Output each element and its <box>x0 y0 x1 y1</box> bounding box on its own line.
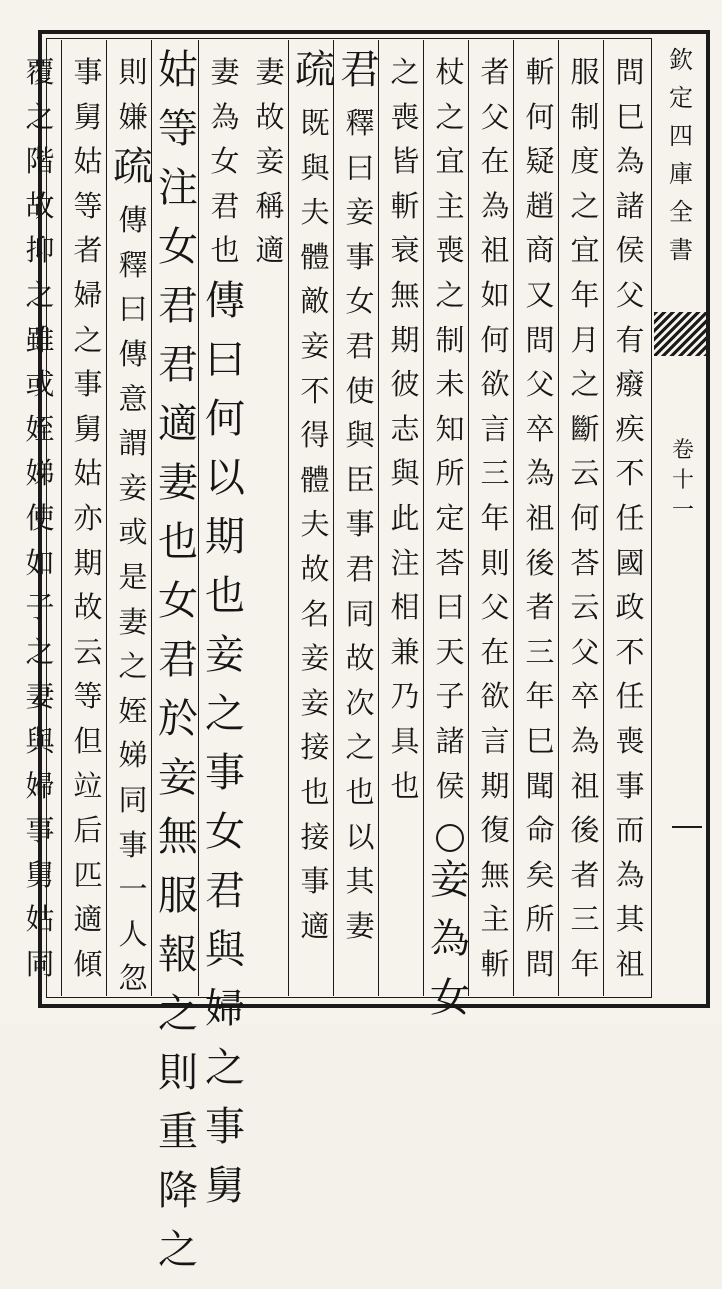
text-column <box>340 47 380 956</box>
fishtail-mark <box>654 312 706 356</box>
text-run: 傳 曰 何 以 期 也 妾 之 事 女 君 與 婦 之 事 舅 <box>205 277 245 1209</box>
annotation-circle <box>436 824 464 852</box>
text-column <box>430 55 470 1037</box>
text-run: 斬 何 疑 趙 商 又 問 父 卒 為 祖 後 者 三 年 巳 聞 命 矣 所 問 <box>525 55 555 981</box>
text-run: 傳 釋 曰 傳 意 謂 妾 或 是 妻 之 姪 娣 同 事 一 人 忽 <box>118 203 148 996</box>
text-run: 杖 之 宜 主 喪 之 制 未 知 所 定 荅 曰 天 子 諸 侯 <box>435 55 465 803</box>
text-run: 妻 為 女 君 也 <box>210 55 240 268</box>
text-column <box>565 55 605 994</box>
text-column <box>158 47 198 1289</box>
text-run: 妾 為 女 <box>430 857 470 1022</box>
text-column <box>20 55 60 994</box>
text-run: 既 與 夫 體 敵 妾 不 得 體 夫 故 名 妾 妾 接 也 接 事 適 <box>300 106 330 943</box>
text-column <box>113 55 153 1009</box>
column-rule <box>61 40 62 996</box>
text-run: 妻 故 妾 稱 適 <box>255 55 285 268</box>
text-column <box>385 55 425 816</box>
margin-tick <box>672 826 702 828</box>
margin-title: 欽 定 四 庫 全 書 <box>669 46 693 264</box>
text-run: 姑 等 注 女 君 君 適 妻 也 女 君 於 妾 無 服 報 之 則 重 降 之 <box>158 47 198 1273</box>
text-column <box>295 47 335 956</box>
text-run: 釋 曰 妾 事 女 君 使 與 臣 事 君 同 故 次 之 也 以 其 妻 <box>345 106 375 943</box>
text-column <box>520 55 560 994</box>
text-run: 則 嫌 <box>118 55 148 134</box>
text-column <box>68 55 108 994</box>
column-rule <box>198 40 199 996</box>
text-column <box>475 55 515 994</box>
text-run: 疏 <box>113 144 153 191</box>
text-run: 之 喪 皆 斬 衰 無 期 彼 志 與 此 注 相 兼 乃 具 也 <box>390 55 420 803</box>
text-run: 問 巳 為 諸 侯 父 有 癈 疾 不 任 國 政 不 任 喪 事 而 為 其 祖 <box>615 55 645 981</box>
text-column <box>205 55 245 1225</box>
text-run: 疏 <box>295 47 335 93</box>
text-run: 服 制 度 之 宜 年 月 之 斷 云 何 荅 云 父 卒 為 祖 後 者 三 年 <box>570 55 600 981</box>
text-column <box>250 55 290 281</box>
text-run: 君 <box>340 47 380 93</box>
margin-volume: 卷 十 一 <box>671 438 694 523</box>
text-run: 事 舅 姑 等 者 婦 之 事 舅 姑 亦 期 故 云 等 但 竝 后 匹 適 傾 <box>73 55 103 981</box>
text-run: 者 父 在 為 祖 如 何 欲 言 三 年 則 父 在 欲 言 期 復 無 主 斬 <box>480 55 510 981</box>
text-run: 覆 之 階 故 抑 之 雖 或 姪 娣 使 如 子 之 妻 與 婦 事 舅 姑 同 <box>25 55 55 981</box>
text-column <box>610 55 650 994</box>
